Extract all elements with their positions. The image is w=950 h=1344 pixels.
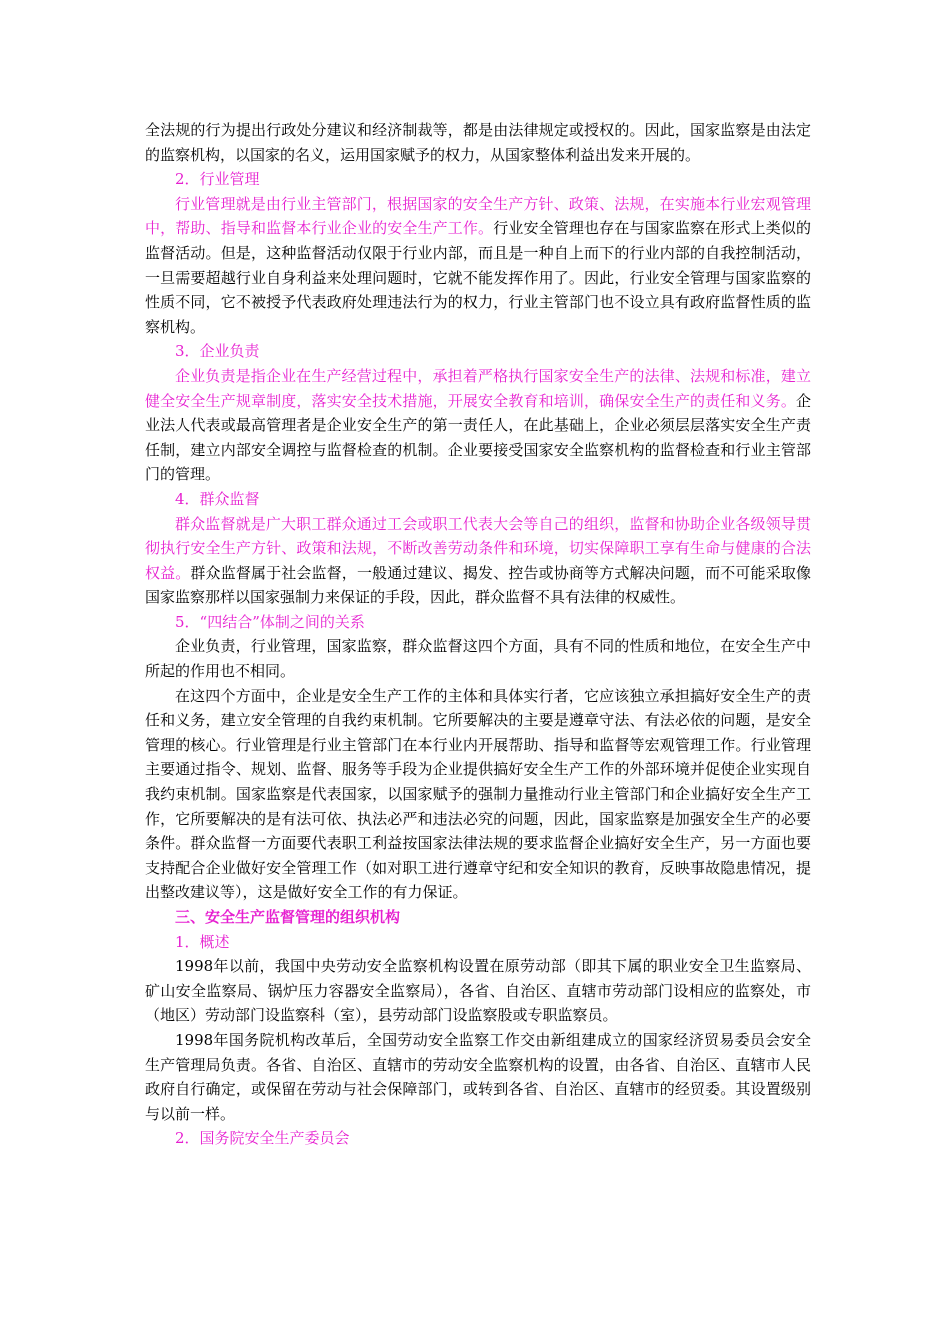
paragraph-public-supervision — [145, 512, 811, 610]
paragraph-text: 企业法人代表或最高管理者是企业安全生产的第一责任人，在此基础上，企业必须层层落实安全生产责任制，建立内部安全调控与监督检查的机制。企业要接受国家安全监察机构的监督检查和行业主管部门的管理。 — [145, 391, 811, 484]
paragraph-after-1998: 1998年国务院机构改革后，全国劳动安全监察工作交由新组建成立的国家经济贸易委员会安全生产管理局负责。各省、自治区、直辖市的劳动安全监察机构的设置，由各省、自治区、直辖市人民政府自行确定，或保留在劳动与社会保障部门，或转到各省、自治区、直辖市的经贸委。其设置级别与以前一样。 — [145, 1030, 811, 1123]
highlight-definition: 行业管理就是由行业主管部门，根据国家的安全生产方针、政策、法规，在实施本行业宏观管理中，帮助、指导和监督本行业企业的安全生产工作。 — [145, 194, 811, 238]
paragraph-before-1998: 1998年以前，我国中央劳动安全监察机构设置在原劳动部（即其下属的职业安全卫生监察局、矿山安全监察局、锅炉压力容器安全监察局），各省、自治区、直辖市劳动部门设相应的监察处，市（地区）劳动部门设监察科（室），县劳动部门设监察股或专职监察员。 — [145, 957, 811, 1025]
paragraph-industry-management — [145, 192, 811, 340]
heading-public-supervision: 4．群众监督 — [175, 489, 260, 508]
heading-four-combination-relationship: 5．“四结合”体制之间的关系 — [175, 612, 365, 631]
heading-overview: 1．概述 — [175, 932, 230, 951]
heading-industry-management: 2．行业管理 — [175, 170, 260, 189]
heading-state-council-committee: 2．国务院安全生产委员会 — [175, 1129, 350, 1148]
heading-enterprise-responsibility: 3．企业负责 — [175, 342, 260, 361]
paragraph-enterprise-responsibility — [145, 364, 811, 487]
paragraph-national-supervision-end: 全法规的行为提出行政处分建议和经济制裁等，都是由法律规定或授权的。因此，国家监察是由法定的监察机构，以国家的名义，运用国家赋予的权力，从国家整体利益出发来开展的。 — [145, 121, 811, 164]
section-heading-organization: 三、安全生产监督管理的组织机构 — [175, 908, 401, 926]
paragraph-four-aspects: 企业负责，行业管理，国家监察，群众监督这四个方面，具有不同的性质和地位，在安全生产中所起的作用也不相同。 — [145, 637, 811, 681]
paragraph-text: 群众监督属于社会监督，一般通过建议、揭发、控告或协商等方式解决问题，而不可能采取像国家监察那样以国家强制力来保证的手段，因此，群众监督不具有法律的权威性。 — [145, 563, 811, 607]
document-page — [145, 118, 811, 1151]
highlight-definition: 企业负责是指企业在生产经营过程中，承担着严格执行国家安全生产的法律、法规和标准，建立健全安全生产规章制度，落实安全技术措施，开展安全教育和培训，确保安全生产的责任和义务。 — [145, 366, 811, 410]
paragraph-text: 行业安全管理也存在与国家监察在形式上类似的监督活动。但是，这种监督活动仅限于行业内部，而且是一种自上而下的行业内部的自我控制活动，一旦需要超越行业自身利益来处理问题时，它就不能发挥作用了。因此，行业安全管理与国家监察的性质不同，它不被授予代表政府处理违法行为的权力，行业主管部门也不设立具有政府监督性质的监察机构。 — [145, 219, 811, 336]
paragraph-four-aspects-detail: 在这四个方面中，企业是安全生产工作的主体和具体实行者，它应该独立承担搞好安全生产的责任和义务，建立安全管理的自我约束机制。它所要解决的主要是遵章守法、有法必依的问题，是安全管理的核心。行业管理是行业主管部门在本行业内开展帮助、指导和监督等宏观管理工作。行业管理主要通过指令、规划、监督、服务等手段为企业提供搞好安全生产工作的外部环境并促使企业实现自我约束机制。国家监察是代表国家，以国家赋予的强制力量推动行业主管部门和企业搞好安全生产工作，它所要解决的是有法可依、执法必严和违法必究的问题，因此，国家监察是加强安全生产的必要条件。群众监督一方面要代表职工利益按国家法律法规的要求监督企业搞好安全生产，另一方面也要支持配合企业做好安全管理工作（如对职工进行遵章守纪和安全知识的教育，反映事故隐患情况，提出整改建议等），这是做好安全工作的有力保证。 — [145, 686, 811, 902]
highlight-definition: 群众监督就是广大职工群众通过工会或职工代表大会等自己的组织，监督和协助企业各级领导贯彻执行安全生产方针、政策和法规，不断改善劳动条件和环境，切实保障职工享有生命与健康的合法权益。 — [145, 514, 811, 582]
